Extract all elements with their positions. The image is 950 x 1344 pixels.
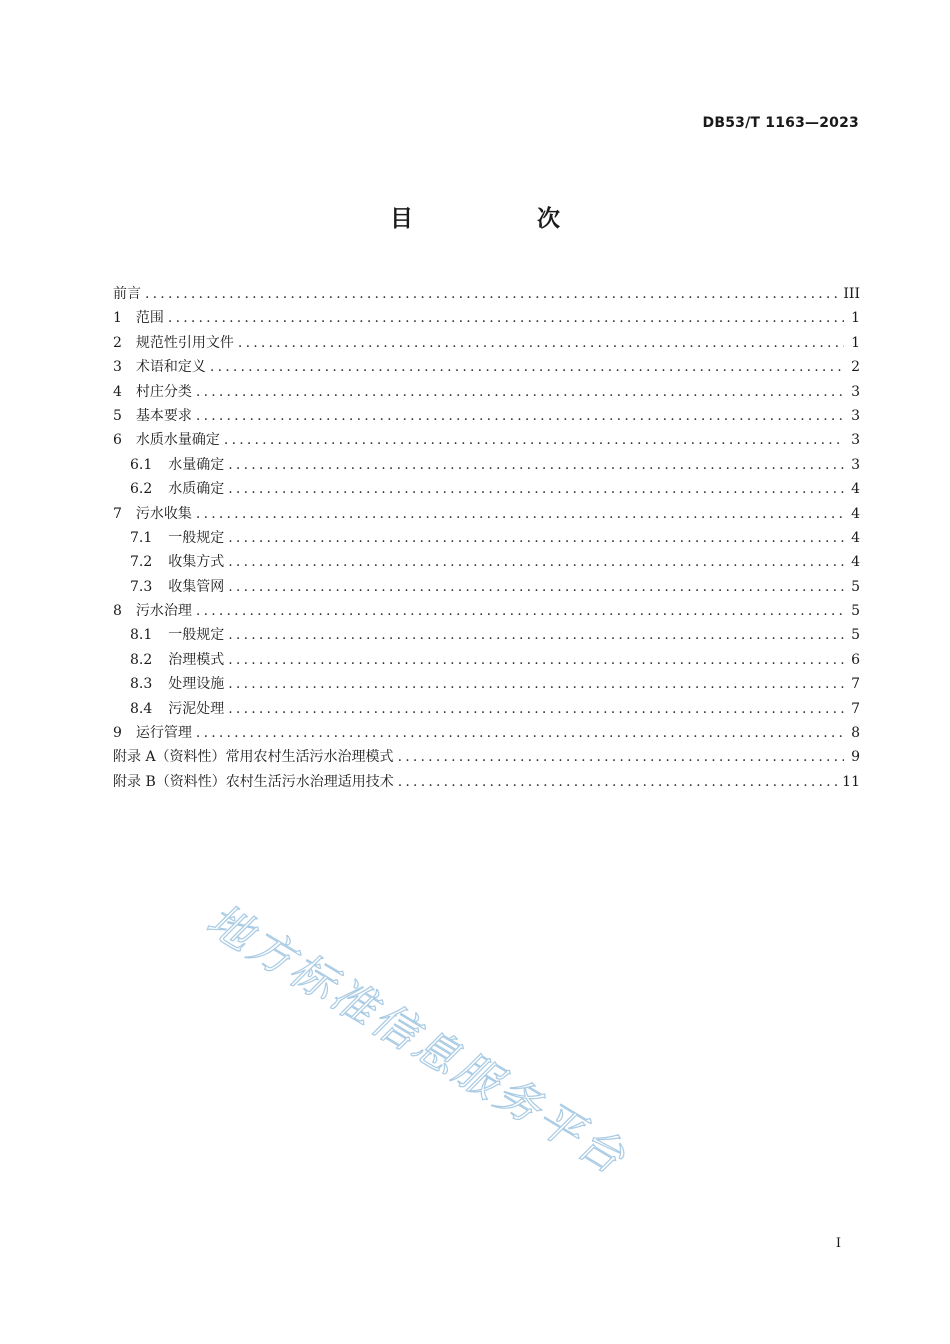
toc-entry[interactable] [113, 526, 860, 550]
toc-appendix-page: 11 [842, 773, 860, 790]
toc-dot-leader [228, 623, 844, 647]
toc-entry-number: 4 [113, 383, 122, 400]
toc-dot-leader [228, 575, 844, 599]
toc-entry-number: 8.4 [130, 700, 153, 717]
toc-entry-page: 3 [851, 407, 860, 424]
toc-dot-leader [228, 526, 844, 550]
toc-dot-leader [196, 380, 844, 404]
toc-dot-leader [228, 648, 844, 672]
toc-entry-page: 7 [851, 676, 860, 693]
toc-entry-label: 治理模式 [168, 651, 225, 668]
toc-entry-page: 3 [851, 432, 860, 449]
toc-entry[interactable] [113, 404, 860, 428]
toc-entry[interactable] [113, 428, 860, 452]
toc-dot-leader [398, 745, 844, 769]
toc-entry[interactable] [113, 623, 860, 647]
toc-entry-number: 8.1 [130, 627, 153, 644]
toc-appendix-page: 9 [851, 749, 860, 766]
toc-dot-leader [228, 672, 844, 696]
toc-dot-leader [196, 721, 844, 745]
toc-appendix-number: 附录 A（资料性） [113, 749, 226, 766]
toc-appendix-label: 常用农村生活污水治理模式 [225, 749, 394, 766]
table-of-contents [113, 282, 860, 794]
toc-dot-leader [145, 282, 839, 306]
toc-entry-page: 7 [851, 700, 860, 717]
toc-entry-number: 8.2 [130, 651, 153, 668]
toc-entry[interactable] [113, 331, 860, 355]
toc-dot-leader [398, 770, 838, 794]
toc-entry-page: 4 [851, 554, 860, 571]
toc-appendix-label: 农村生活污水治理适用技术 [225, 773, 394, 790]
toc-dot-leader [196, 502, 844, 526]
toc-dot-leader [168, 306, 844, 330]
toc-entry-label: 处理设施 [168, 676, 225, 693]
toc-entry-label: 水量确定 [168, 456, 225, 473]
toc-entry-number: 5 [113, 407, 122, 424]
toc-title: 目 次 [389, 206, 618, 232]
toc-entry-label: 一般规定 [168, 627, 225, 644]
toc-entry-label: 运行管理 [135, 725, 192, 742]
toc-entry-page: 5 [851, 627, 860, 644]
toc-entry-number: 1 [113, 310, 122, 327]
toc-entry-number: 3 [113, 359, 122, 376]
toc-entry-label: 范围 [135, 310, 164, 327]
toc-dot-leader [196, 599, 844, 623]
toc-dot-leader [228, 477, 844, 501]
toc-entry-number: 9 [113, 725, 122, 742]
toc-entry[interactable] [113, 380, 860, 404]
toc-entry-label: 基本要求 [135, 407, 192, 424]
toc-entry-label: 术语和定义 [135, 359, 206, 376]
toc-entry-label: 污水收集 [135, 505, 192, 522]
footer-page-number: I [835, 1236, 841, 1251]
toc-entry-number: 8 [113, 603, 122, 620]
document-code: DB53/T 1163—2023 [702, 115, 859, 131]
toc-entry[interactable] [113, 355, 860, 379]
toc-entry[interactable] [113, 697, 860, 721]
toc-entry-page: 6 [851, 651, 860, 668]
toc-entry-label: 收集管网 [168, 578, 225, 595]
toc-dot-leader [228, 697, 844, 721]
toc-dot-leader [228, 453, 844, 477]
toc-entry-number: 7.2 [130, 554, 153, 571]
toc-entry-label: 一般规定 [168, 529, 225, 546]
toc-entry-number: 2 [113, 334, 122, 351]
toc-entry-page: 2 [851, 359, 860, 376]
toc-entry-number: 6.2 [130, 481, 153, 498]
toc-entry-label: 前言 [113, 286, 141, 302]
toc-dot-leader [210, 355, 844, 379]
toc-appendix-number: 附录 B（资料性） [113, 773, 226, 790]
toc-entry[interactable] [113, 721, 860, 745]
toc-entry[interactable] [113, 477, 860, 501]
toc-entry[interactable] [113, 550, 860, 574]
toc-entry-label: 污水治理 [135, 603, 192, 620]
toc-entry-number: 6 [113, 432, 122, 449]
toc-entry[interactable] [113, 599, 860, 623]
toc-entry[interactable] [113, 282, 860, 306]
toc-entry-page: 1 [851, 334, 860, 351]
toc-entry-label: 污泥处理 [168, 700, 225, 717]
toc-entry-page: 3 [851, 383, 860, 400]
toc-appendix-entry[interactable] [113, 745, 860, 769]
toc-dot-leader [238, 331, 844, 355]
toc-entry[interactable] [113, 453, 860, 477]
watermark-text: 地方标准信息服务平台 [198, 894, 636, 1186]
toc-entry[interactable] [113, 306, 860, 330]
toc-entry-number: 7 [113, 505, 122, 522]
toc-entry-label: 水质确定 [168, 481, 225, 498]
toc-entry[interactable] [113, 648, 860, 672]
toc-entry-page: 4 [851, 529, 860, 546]
toc-entry-label: 村庄分类 [135, 383, 192, 400]
toc-entry[interactable] [113, 575, 860, 599]
toc-entry-page: 3 [851, 456, 860, 473]
toc-dot-leader [228, 550, 844, 574]
toc-entry-number: 6.1 [130, 456, 153, 473]
toc-dot-leader [196, 404, 844, 428]
toc-entry-label: 规范性引用文件 [135, 334, 234, 351]
toc-entry-page: 5 [851, 603, 860, 620]
toc-entry-label: 收集方式 [168, 554, 225, 571]
toc-entry[interactable] [113, 672, 860, 696]
toc-entry-page: 8 [851, 725, 860, 742]
toc-entry[interactable] [113, 502, 860, 526]
toc-dot-leader [224, 428, 844, 452]
toc-entry-page: 1 [851, 310, 860, 327]
toc-entry-number: 7.3 [130, 578, 153, 595]
toc-entry-page: III [843, 286, 860, 302]
toc-entry-page: 4 [851, 505, 860, 522]
toc-entry-number: 7.1 [130, 529, 153, 546]
toc-entry-page: 5 [851, 578, 860, 595]
toc-entry-number: 8.3 [130, 676, 153, 693]
toc-entry-label: 水质水量确定 [135, 432, 220, 449]
toc-entry-page: 4 [851, 481, 860, 498]
toc-appendix-entry[interactable] [113, 770, 860, 794]
